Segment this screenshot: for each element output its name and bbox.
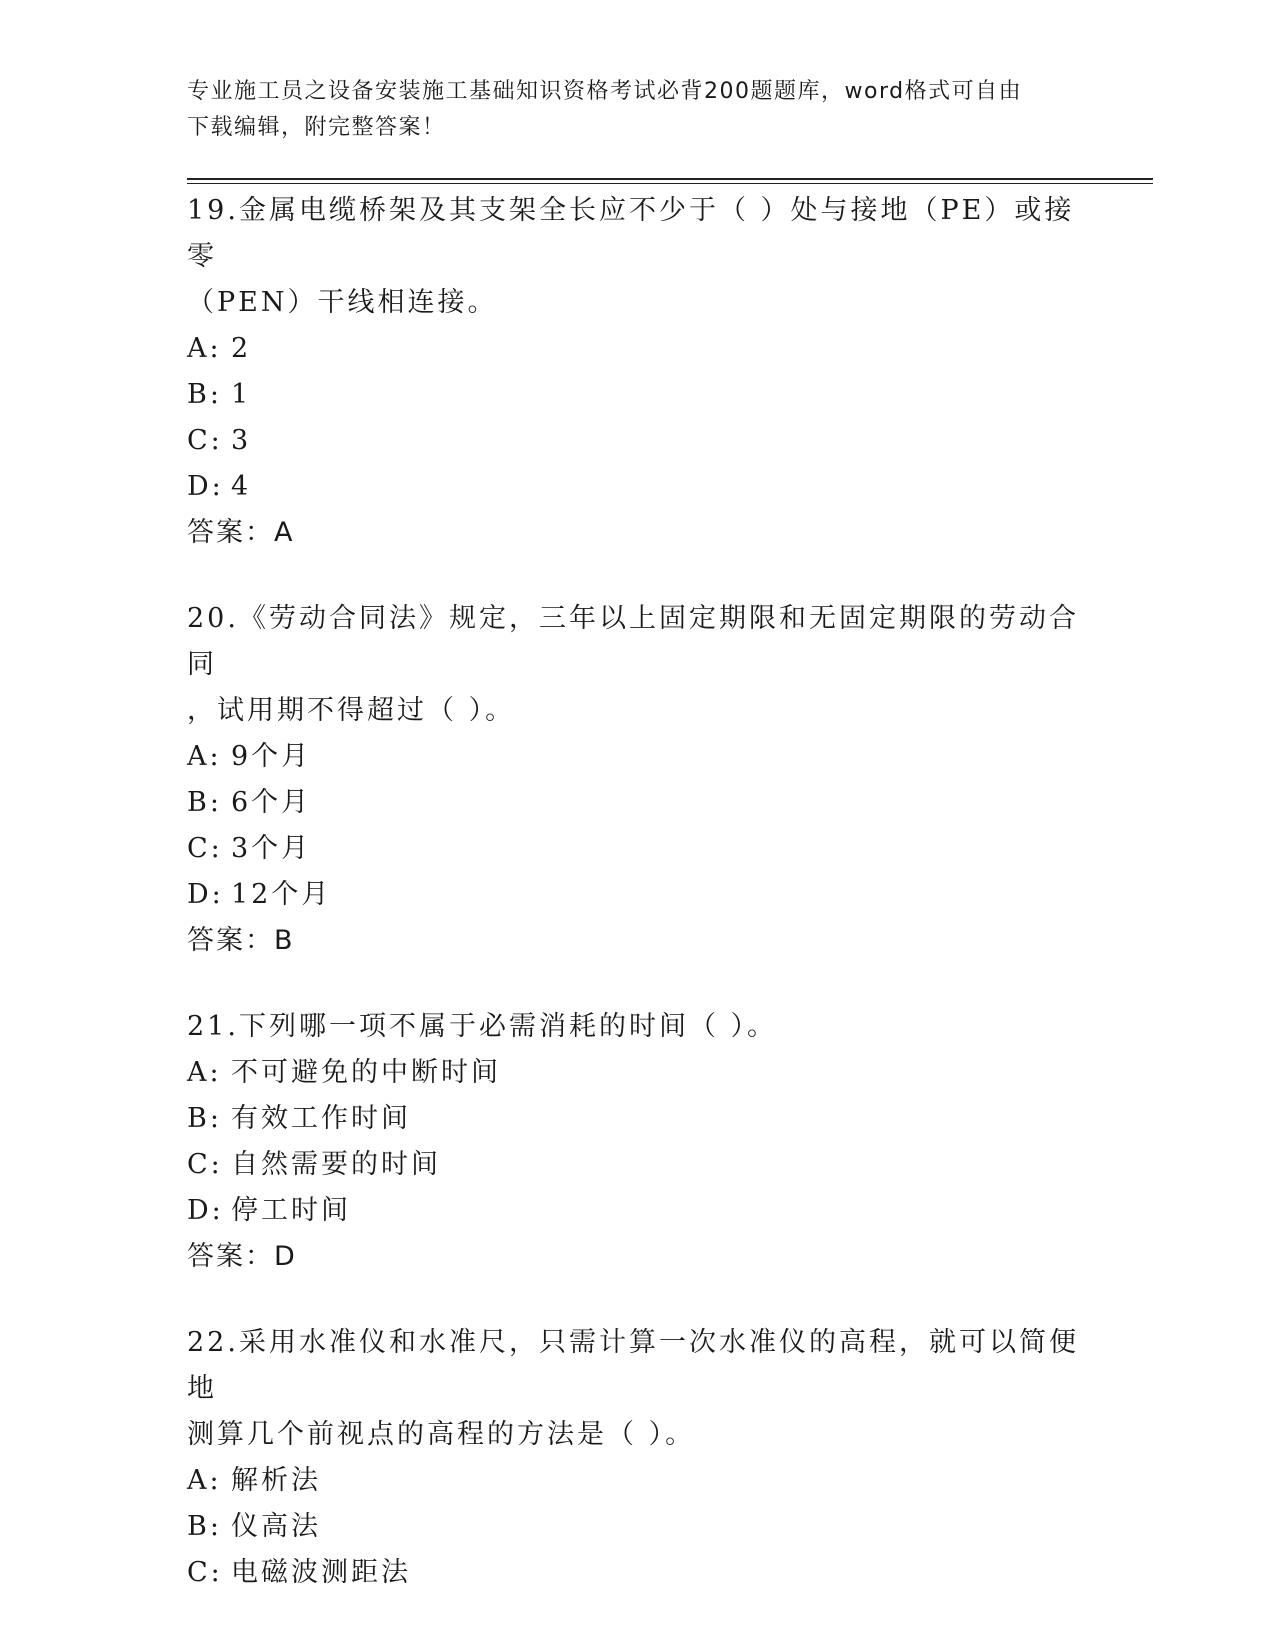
answer-option [187,1050,1087,1096]
header-line-1: 专业施工员之设备安装施工基础知识资格考试必背200题题库，word格式可自由 [187,79,1023,104]
answer-option [187,1142,1087,1188]
option-text: 12个月 [231,879,332,910]
question-stem: 20.《劳动合同法》规定，三年以上固定期限和无固定期限的劳动合同 [187,603,1079,680]
option-key: A: [187,1057,222,1088]
answer-key: 答案：A [187,517,295,548]
question-stem: ，试用期不得超过（ ）。 [187,695,516,726]
option-key: D: [187,879,224,910]
document-header [187,74,1067,146]
option-text: 9个月 [231,741,312,772]
header-divider-thick [187,178,1153,180]
option-key: D: [187,471,224,502]
option-key: C: [187,1557,223,1588]
option-text: 6个月 [231,787,312,818]
question-list [187,188,1087,1636]
option-key: C: [187,425,223,456]
option-text: 3个月 [231,833,312,864]
answer-option [187,1550,1087,1596]
option-text: 仪高法 [231,1511,321,1542]
question-stem: （PEN）干线相连接。 [187,287,498,318]
option-key: B: [187,1103,222,1134]
question-stem: 19.金属电缆桥架及其支架全长应不少于（ ）处与接地（PE）或接零 [187,195,1075,272]
answer-key: 答案：D [187,1241,297,1272]
option-key: A: [187,741,222,772]
question-stem: 21.下列哪一项不属于必需消耗的时间（ ）。 [187,1011,778,1042]
option-text: 有效工作时间 [231,1103,411,1134]
option-text: 不可避免的中断时间 [231,1057,501,1088]
question-block [187,1004,1087,1280]
answer-option [187,872,1087,918]
option-text: 电磁波测距法 [231,1557,411,1588]
option-text: 2 [231,333,252,364]
option-text: 解析法 [231,1465,321,1496]
question-block [187,1320,1087,1596]
question-block [187,596,1087,964]
question-stem: 测算几个前视点的高程的方法是（ ）。 [187,1419,696,1450]
answer-key: 答案：B [187,925,295,956]
option-text: 自然需要的时间 [231,1149,441,1180]
option-key: C: [187,833,223,864]
answer-option [187,326,1087,372]
option-key: D: [187,1195,224,1226]
answer-option [187,464,1087,510]
option-key: B: [187,1511,222,1542]
option-text: 3 [231,425,252,456]
answer-option [187,1096,1087,1142]
option-text: 1 [231,379,252,410]
option-key: B: [187,787,222,818]
header-line-2: 下载编辑，附完整答案！ [187,115,446,140]
header-divider-thin [187,183,1153,184]
answer-option [187,734,1087,780]
option-text: 停工时间 [231,1195,351,1226]
option-key: B: [187,379,222,410]
option-key: A: [187,333,222,364]
answer-option [187,1504,1087,1550]
answer-option [187,418,1087,464]
question-block [187,188,1087,556]
option-text: 4 [231,471,252,502]
answer-option [187,780,1087,826]
answer-option [187,826,1087,872]
question-stem: 22.采用水准仪和水准尺，只需计算一次水准仪的高程，就可以简便地 [187,1327,1079,1404]
answer-option [187,1188,1087,1234]
answer-option [187,372,1087,418]
option-key: C: [187,1149,223,1180]
option-key: A: [187,1465,222,1496]
answer-option [187,1458,1087,1504]
